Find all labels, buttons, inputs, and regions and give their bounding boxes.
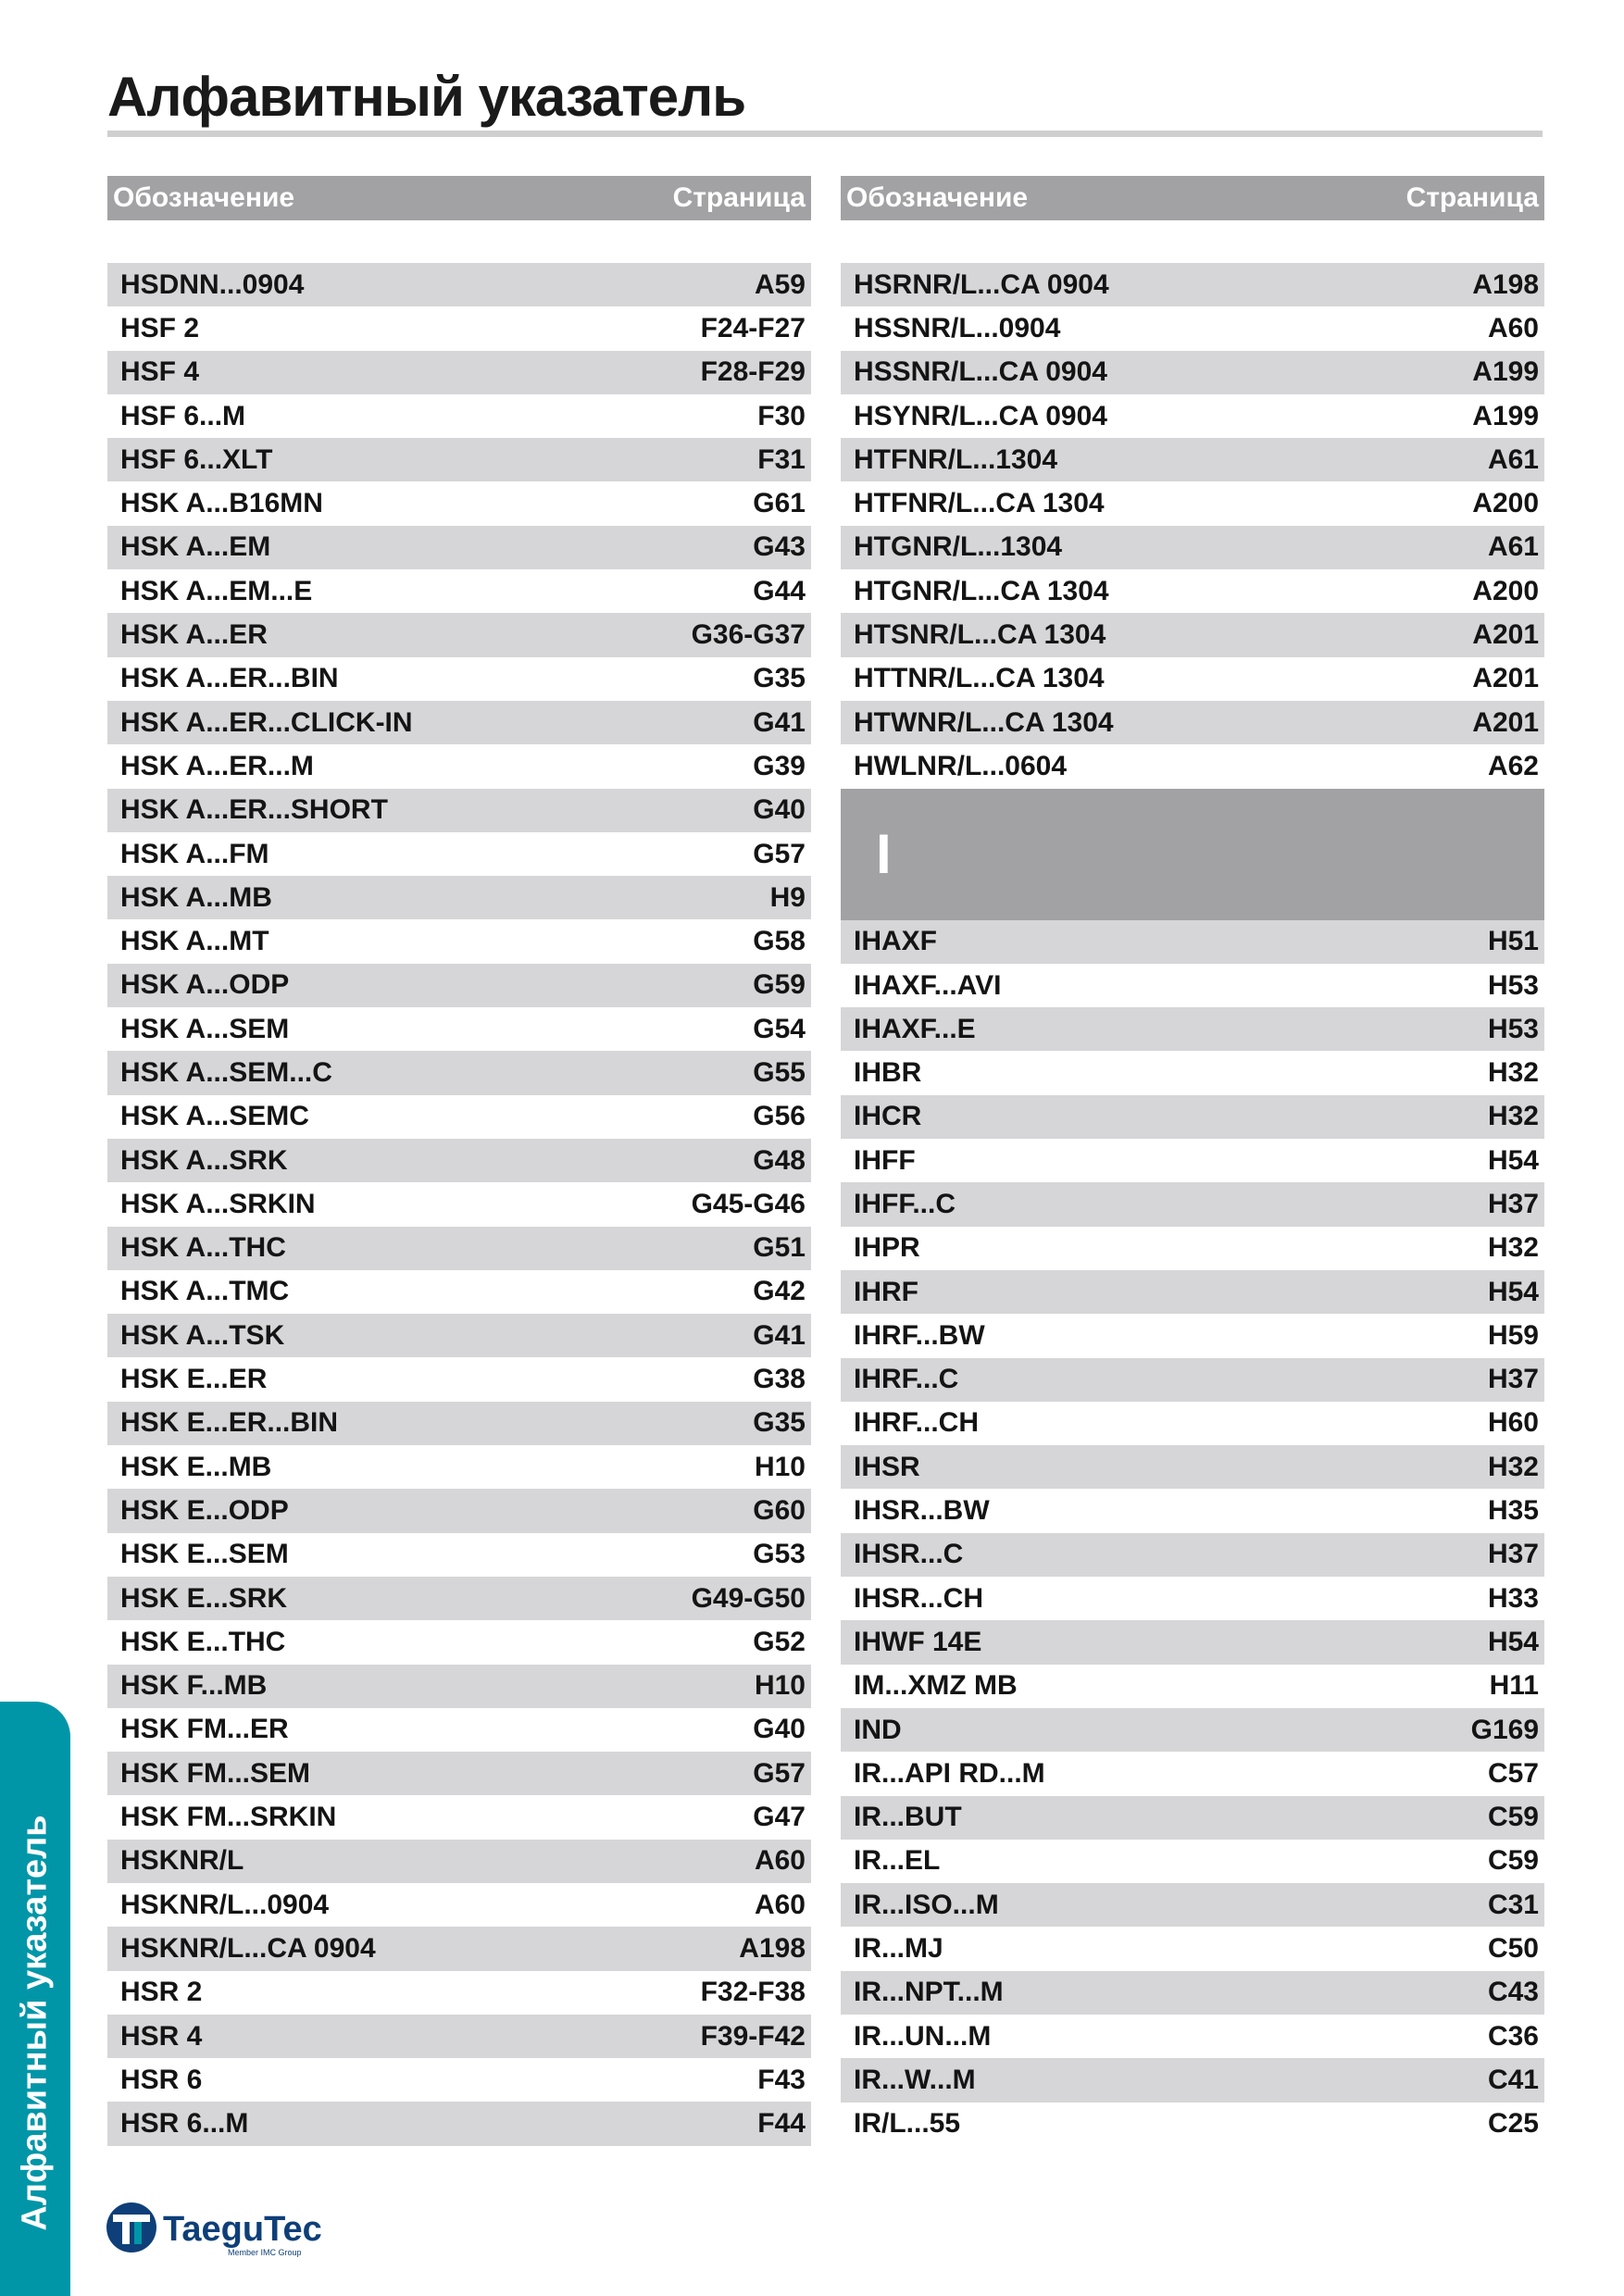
index-row <box>841 920 1544 964</box>
index-row <box>107 569 811 613</box>
index-row-page: A60 <box>754 1845 806 1877</box>
index-row-page: A200 <box>1472 575 1539 606</box>
index-row-page: G59 <box>753 969 806 1001</box>
index-row-page: C41 <box>1487 2064 1539 2095</box>
index-row-page: A62 <box>1487 750 1539 781</box>
index-row-designation: HSK A...MT <box>120 926 269 957</box>
index-row-designation: HTGNR/L...1304 <box>854 531 1063 563</box>
index-row-page: H53 <box>1487 1013 1539 1044</box>
index-row-page: G41 <box>753 706 806 738</box>
index-row <box>841 306 1544 350</box>
index-row-designation: HSK FM...SRKIN <box>120 1802 337 1833</box>
index-row-designation: HSK E...MB <box>120 1451 272 1482</box>
index-row-designation: IHRF...C <box>854 1364 959 1395</box>
index-row <box>107 1314 811 1357</box>
index-row <box>107 613 811 656</box>
index-row-page: G48 <box>753 1144 806 1176</box>
index-list-right-bottom <box>841 920 1544 2146</box>
index-row <box>841 438 1544 481</box>
index-list-left <box>107 263 811 2146</box>
index-row <box>107 657 811 701</box>
index-row <box>841 1840 1544 1883</box>
index-row-designation: IR...ISO...M <box>854 1889 999 1920</box>
index-row <box>107 481 811 525</box>
index-row-page: H37 <box>1487 1364 1539 1395</box>
index-row-designation: HSR 2 <box>120 1977 203 2008</box>
index-row-page: G45-G46 <box>691 1188 806 1219</box>
index-row <box>841 613 1544 656</box>
index-row-designation: HSKNR/L...0904 <box>120 1889 330 1920</box>
index-row-designation: HSK A...SRKIN <box>120 1188 316 1219</box>
index-row <box>841 394 1544 438</box>
column-header <box>107 176 811 220</box>
index-row <box>107 1971 811 2015</box>
index-row-designation: HSK FM...ER <box>120 1714 289 1745</box>
index-row <box>107 744 811 788</box>
index-row-designation: IHAXF...E <box>854 1013 976 1044</box>
index-row <box>107 438 811 481</box>
index-row-designation: IHFF <box>854 1144 916 1176</box>
taegutec-logo <box>104 2194 354 2259</box>
index-row-page: A60 <box>1487 312 1539 343</box>
index-row <box>107 919 811 963</box>
index-row-designation: IR...W...M <box>854 2064 976 2095</box>
index-row-designation: IHAXF <box>854 926 937 957</box>
index-row-page: G36-G37 <box>691 619 806 651</box>
index-row-designation: HSR 4 <box>120 2020 203 2052</box>
index-row-designation: IHSR <box>854 1451 920 1482</box>
index-row <box>107 263 811 306</box>
index-row <box>841 1051 1544 1094</box>
index-row-designation: HSF 6...XLT <box>120 443 273 475</box>
index-row-designation: IR...NPT...M <box>854 1977 1004 2008</box>
index-row-page: A59 <box>754 268 806 300</box>
index-row-designation: IHRF...CH <box>854 1407 979 1439</box>
index-row-page: H59 <box>1487 1319 1539 1351</box>
index-row-designation: IHWF 14E <box>854 1626 982 1657</box>
index-row-page: C50 <box>1487 1933 1539 1965</box>
index-row-designation: IHSR...CH <box>854 1582 984 1614</box>
index-row-page: H10 <box>754 1670 806 1702</box>
index-row-page: C59 <box>1487 1845 1539 1877</box>
index-row-page: A199 <box>1472 356 1539 388</box>
index-row <box>841 701 1544 744</box>
index-row-page: G49-G50 <box>691 1582 806 1614</box>
index-row-page: G51 <box>753 1232 806 1264</box>
index-row <box>107 526 811 569</box>
index-row-page: H53 <box>1487 969 1539 1001</box>
index-row-page: H54 <box>1487 1626 1539 1657</box>
index-row-page: A61 <box>1487 443 1539 475</box>
index-row-page: G56 <box>753 1101 806 1132</box>
index-row-designation: IHPR <box>854 1232 920 1264</box>
index-row-designation: IHAXF...AVI <box>854 969 1002 1001</box>
index-row <box>841 1620 1544 1664</box>
index-row <box>107 2015 811 2058</box>
index-row <box>107 701 811 744</box>
index-row <box>107 2058 811 2102</box>
index-row <box>107 1927 811 1970</box>
index-row-designation: IR...EL <box>854 1845 941 1877</box>
index-row <box>107 1489 811 1532</box>
index-row <box>841 1402 1544 1445</box>
index-row-page: H32 <box>1487 1451 1539 1482</box>
index-row-page: G38 <box>753 1364 806 1395</box>
index-row-page: A198 <box>1472 268 1539 300</box>
index-row-designation: HTTNR/L...CA 1304 <box>854 663 1105 694</box>
index-row <box>841 1752 1544 1795</box>
index-row-designation: HSK A...EM...E <box>120 575 313 606</box>
index-row-designation: HSK E...ER <box>120 1364 268 1395</box>
title-underline <box>107 131 1543 137</box>
index-row-designation: HSK FM...SEM <box>120 1757 311 1789</box>
index-row-page: G42 <box>753 1276 806 1307</box>
index-row-designation: HSK E...SEM <box>120 1539 289 1570</box>
index-row-page: G58 <box>753 926 806 957</box>
index-row <box>841 1182 1544 1226</box>
index-row <box>107 832 811 876</box>
index-row <box>107 1051 811 1094</box>
index-row-page: F39-F42 <box>700 2020 806 2052</box>
index-row <box>841 657 1544 701</box>
index-row <box>107 1182 811 1226</box>
index-row-page: C57 <box>1487 1757 1539 1789</box>
index-row-designation: IHBR <box>854 1057 922 1089</box>
index-row <box>841 1139 1544 1182</box>
index-row-designation: IHRF...BW <box>854 1319 985 1351</box>
index-row-designation: IHSR...C <box>854 1539 964 1570</box>
index-row <box>841 569 1544 613</box>
index-row-designation: HSK A...THC <box>120 1232 286 1264</box>
index-row <box>841 964 1544 1007</box>
index-row-designation: HSF 4 <box>120 356 200 388</box>
index-row <box>107 1577 811 1620</box>
index-row <box>841 263 1544 306</box>
index-row-designation: HTSNR/L...CA 1304 <box>854 619 1106 651</box>
index-row-page: F43 <box>757 2064 806 2095</box>
index-row <box>841 1095 1544 1139</box>
index-row-designation: HSDNN...0904 <box>120 268 305 300</box>
index-row-designation: HSK A...ER...BIN <box>120 663 339 694</box>
index-row-designation: IR/L...55 <box>854 2108 961 2140</box>
index-row-page: H60 <box>1487 1407 1539 1439</box>
index-row-page: G53 <box>753 1539 806 1570</box>
index-row-designation: HSK A...B16MN <box>120 488 323 519</box>
index-row-page: C25 <box>1487 2108 1539 2140</box>
index-row <box>107 1533 811 1577</box>
index-row <box>107 1007 811 1051</box>
index-row-page: F31 <box>757 443 806 475</box>
index-column-right <box>841 176 1544 2146</box>
section-letter-header: I <box>841 789 1544 920</box>
index-row-designation: HTFNR/L...CA 1304 <box>854 488 1105 519</box>
index-row-page: F28-F29 <box>700 356 806 388</box>
index-row-page: G40 <box>753 1714 806 1745</box>
index-row-designation: IR...API RD...M <box>854 1757 1045 1789</box>
index-row-page: A201 <box>1472 619 1539 651</box>
index-row-page: C43 <box>1487 1977 1539 2008</box>
index-row-page: F24-F27 <box>700 312 806 343</box>
index-row <box>841 2015 1544 2058</box>
index-row-designation: HTWNR/L...CA 1304 <box>854 706 1114 738</box>
index-row-designation: IM...XMZ MB <box>854 1670 1018 1702</box>
index-row-designation: HSK A...ODP <box>120 969 290 1001</box>
index-row <box>107 306 811 350</box>
index-row-designation: IHRF <box>854 1276 918 1307</box>
index-row <box>107 351 811 394</box>
index-row-designation: HSK A...ER <box>120 619 268 651</box>
logo-tagline: Member IMC Group <box>228 2248 302 2257</box>
index-row-page: H51 <box>1487 926 1539 957</box>
index-row-designation: IHFF...C <box>854 1188 956 1219</box>
index-row <box>107 2102 811 2145</box>
index-row-page: C36 <box>1487 2020 1539 2052</box>
index-row <box>841 1971 1544 2015</box>
index-row-page: H35 <box>1487 1495 1539 1527</box>
index-row-page: G43 <box>753 531 806 563</box>
index-row <box>107 1752 811 1795</box>
index-row-page: C31 <box>1487 1889 1539 1920</box>
index-row <box>841 744 1544 788</box>
index-row-designation: HSRNR/L...CA 0904 <box>854 268 1109 300</box>
column-header-page: Страница <box>1405 182 1539 213</box>
index-row-designation: HSK A...MB <box>120 881 272 913</box>
index-list-right-top <box>841 263 1544 789</box>
index-row-designation: HSK A...SEM <box>120 1013 290 1044</box>
index-row <box>841 1445 1544 1489</box>
index-row-page: G44 <box>753 575 806 606</box>
index-row <box>841 1533 1544 1577</box>
index-row <box>841 1489 1544 1532</box>
page-title: Алфавитный указатель <box>107 66 746 128</box>
index-row <box>841 1270 1544 1314</box>
index-row <box>841 1007 1544 1051</box>
index-row <box>841 1927 1544 1970</box>
index-row-page: A201 <box>1472 663 1539 694</box>
index-row-page: H54 <box>1487 1276 1539 1307</box>
index-row-designation: HSK E...ER...BIN <box>120 1407 339 1439</box>
index-row <box>841 1708 1544 1752</box>
index-row <box>107 1095 811 1139</box>
index-row-designation: HSF 6...M <box>120 400 246 431</box>
index-row-designation: HSSNR/L...0904 <box>854 312 1061 343</box>
index-row-page: G57 <box>753 838 806 869</box>
index-row-designation: HSR 6...M <box>120 2108 249 2140</box>
column-header-designation: Обозначение <box>846 182 1029 213</box>
index-row-designation: HSR 6 <box>120 2064 203 2095</box>
index-row-page: G35 <box>753 1407 806 1439</box>
index-row-designation: HSK A...SEMC <box>120 1101 309 1132</box>
index-row-designation: HSK A...ER...SHORT <box>120 794 388 826</box>
index-row-designation: IHSR...BW <box>854 1495 990 1527</box>
index-row-page: H9 <box>769 881 806 913</box>
index-row <box>107 1270 811 1314</box>
index-row-designation: HSK F...MB <box>120 1670 268 1702</box>
index-row-page: G54 <box>753 1013 806 1044</box>
index-row-page: G47 <box>753 1802 806 1833</box>
index-row-page: G41 <box>753 1319 806 1351</box>
index-row <box>107 1402 811 1445</box>
index-row-page: G61 <box>753 488 806 519</box>
index-row-page: A60 <box>754 1889 806 1920</box>
column-header-page: Страница <box>672 182 806 213</box>
index-row <box>841 2103 1544 2146</box>
index-row-designation: IHCR <box>854 1101 922 1132</box>
index-row-page: H11 <box>1489 1670 1539 1702</box>
index-row-page: A200 <box>1472 488 1539 519</box>
index-row-page: G52 <box>753 1626 806 1657</box>
index-row-designation: HSK A...SRK <box>120 1144 288 1176</box>
index-row-designation: HSK A...TSK <box>120 1319 285 1351</box>
index-row-page: H37 <box>1487 1539 1539 1570</box>
column-header-designation: Обозначение <box>113 182 295 213</box>
logo-wordmark: TaeguTec <box>163 2210 322 2249</box>
index-row-designation: HSK E...ODP <box>120 1494 289 1526</box>
index-row-designation: HWLNR/L...0604 <box>854 750 1068 781</box>
index-row-designation: IND <box>854 1714 902 1745</box>
index-row-designation: HSK A...ER...CLICK-IN <box>120 706 413 738</box>
index-row <box>107 1708 811 1752</box>
index-row-designation: HTGNR/L...CA 1304 <box>854 575 1109 606</box>
index-row-page: H54 <box>1487 1144 1539 1176</box>
index-row <box>841 1227 1544 1270</box>
index-row-page: G169 <box>1470 1714 1539 1745</box>
index-row <box>107 1883 811 1927</box>
index-row <box>107 1795 811 1839</box>
index-row-designation: HSK A...SEM...C <box>120 1056 332 1088</box>
index-row-page: C59 <box>1487 1802 1539 1833</box>
index-row-page: G57 <box>753 1757 806 1789</box>
index-row-page: A199 <box>1472 400 1539 431</box>
index-row <box>841 2058 1544 2102</box>
index-row <box>841 1796 1544 1840</box>
index-row-designation: HSYNR/L...CA 0904 <box>854 400 1107 431</box>
index-row-page: H33 <box>1487 1582 1539 1614</box>
index-row-page: F44 <box>757 2108 806 2140</box>
index-row-page: F32-F38 <box>700 1977 806 2008</box>
index-row-page: H32 <box>1487 1101 1539 1132</box>
taegutec-logo-mark-icon <box>106 2202 156 2252</box>
index-row-designation: HSK A...ER...M <box>120 750 314 781</box>
index-row <box>841 1883 1544 1927</box>
index-row-designation: HSK E...SRK <box>120 1582 288 1614</box>
index-row-page: H37 <box>1487 1188 1539 1219</box>
index-row-designation: HSKNR/L <box>120 1845 244 1877</box>
index-row-page: A61 <box>1487 531 1539 563</box>
index-row-designation: HSK A...TMC <box>120 1276 290 1307</box>
index-row-designation: HSKNR/L...CA 0904 <box>120 1932 376 1964</box>
index-row <box>107 876 811 919</box>
index-row-page: H32 <box>1487 1232 1539 1264</box>
index-row-designation: IR...UN...M <box>854 2020 992 2052</box>
index-row <box>107 1357 811 1401</box>
index-row <box>107 1227 811 1270</box>
index-row-page: G35 <box>753 663 806 694</box>
index-row <box>107 1840 811 1883</box>
index-row-designation: HTFNR/L...1304 <box>854 443 1058 475</box>
index-row-page: A198 <box>739 1932 806 1964</box>
index-row <box>841 1665 1544 1708</box>
index-row-page: G39 <box>753 750 806 781</box>
column-header <box>841 176 1544 220</box>
index-row <box>841 1358 1544 1402</box>
index-row-designation: HSK E...THC <box>120 1626 286 1657</box>
index-row-page: H32 <box>1487 1057 1539 1089</box>
index-row <box>107 394 811 438</box>
index-row-designation: IR...BUT <box>854 1802 962 1833</box>
index-row-page: G55 <box>753 1056 806 1088</box>
index-row <box>841 481 1544 525</box>
index-row <box>841 526 1544 569</box>
index-row <box>107 1620 811 1664</box>
index-row-designation: IR...MJ <box>854 1933 943 1965</box>
index-row <box>841 1577 1544 1620</box>
index-row-page: F30 <box>757 400 806 431</box>
index-row-page: H10 <box>754 1451 806 1482</box>
index-row <box>107 1665 811 1708</box>
index-row-page: A201 <box>1472 706 1539 738</box>
index-row-page: G60 <box>753 1494 806 1526</box>
index-row <box>107 1139 811 1182</box>
index-row-page: G40 <box>753 794 806 826</box>
index-row-designation: HSF 2 <box>120 312 200 343</box>
index-row <box>107 1445 811 1489</box>
index-row-designation: HSK A...FM <box>120 838 269 869</box>
index-row <box>107 964 811 1007</box>
index-row <box>841 1314 1544 1357</box>
side-tab-label: Алфавитный указатель <box>15 1815 55 2231</box>
index-row-designation: HSSNR/L...CA 0904 <box>854 356 1107 388</box>
index-row <box>107 789 811 832</box>
index-column-left <box>107 176 811 2146</box>
index-row-designation: HSK A...EM <box>120 531 271 563</box>
index-row <box>841 351 1544 394</box>
